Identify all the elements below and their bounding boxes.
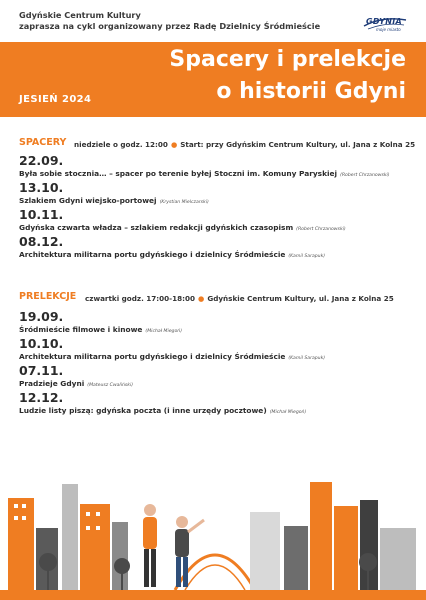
ground-strip: [0, 590, 426, 600]
walk-title: Szlakiem Gdyni wiejsko-portowej: [19, 196, 157, 205]
walks-where: Start: przy Gdyńskim Centrum Kultury, ul. Jana z Kolna 25: [180, 140, 416, 149]
lecture-event: [19, 352, 325, 361]
org-name: Gdyńskie Centrum Kultury: [19, 10, 141, 20]
walks-when: niedziele o godz. 12:00: [74, 140, 168, 149]
lecture-event: [19, 379, 133, 388]
lecture-date: 19.09.: [19, 309, 64, 324]
lecture-date: 10.10.: [19, 336, 64, 351]
lecture-speaker: (Kamil Sarapuk): [288, 356, 326, 361]
lecture-speaker: (Michał Miegoń): [145, 329, 182, 334]
lecture-event: [19, 325, 182, 334]
walk-date: 22.09.: [19, 153, 64, 168]
lectures-where: Gdyńskie Centrum Kultury, ul. Jana z Kolna 25: [207, 294, 394, 303]
lectures-when: czwartki godz. 17:00-18:00: [85, 294, 196, 303]
lecture-speaker: (Mateusz Cwaliński): [87, 383, 134, 388]
lectures-label: PRELEKCJE: [19, 291, 77, 302]
title-line-2: o historii Gdyni: [216, 79, 406, 104]
walk-speaker: (Robert Chrzanowski): [296, 227, 346, 232]
lectures-info: [85, 294, 394, 303]
walk-title: Była sobie stocznia… – spacer po terenie byłej Stoczni im. Komuny Paryskiej: [19, 169, 338, 178]
bullet-icon: ●: [170, 140, 178, 149]
gdynia-logo: [362, 14, 408, 36]
season-label: JESIEŃ 2024: [19, 94, 92, 105]
lecture-speaker: (Michał Miegoń): [269, 410, 307, 415]
title-line-1: Spacery i prelekcje: [169, 47, 406, 72]
header-text: [19, 10, 320, 32]
walk-title: Gdyńska czwarta władza – szlakiem redakcji gdyńskich czasopism: [19, 223, 294, 232]
lecture-date: 12.12.: [19, 390, 64, 405]
walk-event: [19, 169, 390, 178]
building-icon: [8, 484, 128, 590]
walk-date: 13.10.: [19, 180, 64, 195]
invite-text: zaprasza na cykl organizowany przez Radę Dzielnicy Śródmieście: [19, 21, 321, 31]
walk-title: Architektura militarna portu gdyńskiego i dzielnicy Śródmieście: [19, 250, 286, 259]
lecture-date: 07.11.: [19, 363, 64, 378]
walk-date: 10.11.: [19, 207, 64, 222]
walk-event: [19, 223, 346, 232]
logo-word: GDYNIA: [366, 17, 403, 26]
walk-event: [19, 250, 325, 259]
walk-date: 08.12.: [19, 234, 64, 249]
walk-speaker: (Robert Chrzanowski): [340, 173, 390, 178]
walk-event: [19, 196, 209, 205]
walks-info: [74, 140, 415, 149]
people-icon: [143, 504, 204, 587]
walk-speaker: (Kamil Sarapuk): [288, 254, 326, 259]
bullet-icon: ●: [198, 294, 205, 303]
lecture-title: Pradzieje Gdyni: [19, 379, 85, 388]
logo-sub: moje miasto: [376, 27, 401, 32]
lecture-title: Ludzie listy piszą: gdyńska poczta (i inne urzędy pocztowe): [19, 406, 267, 415]
lecture-title: Śródmieście filmowe i kinowe: [19, 325, 143, 334]
building-icon: [250, 482, 416, 590]
walk-speaker: (Krystian Mielczarski): [159, 200, 209, 205]
walks-label: SPACERY: [19, 137, 67, 148]
lecture-title: Architektura militarna portu gdyńskiego i dzielnicy Śródmieście: [19, 352, 286, 361]
lecture-event: [19, 406, 306, 415]
city-illustration: [0, 470, 426, 600]
